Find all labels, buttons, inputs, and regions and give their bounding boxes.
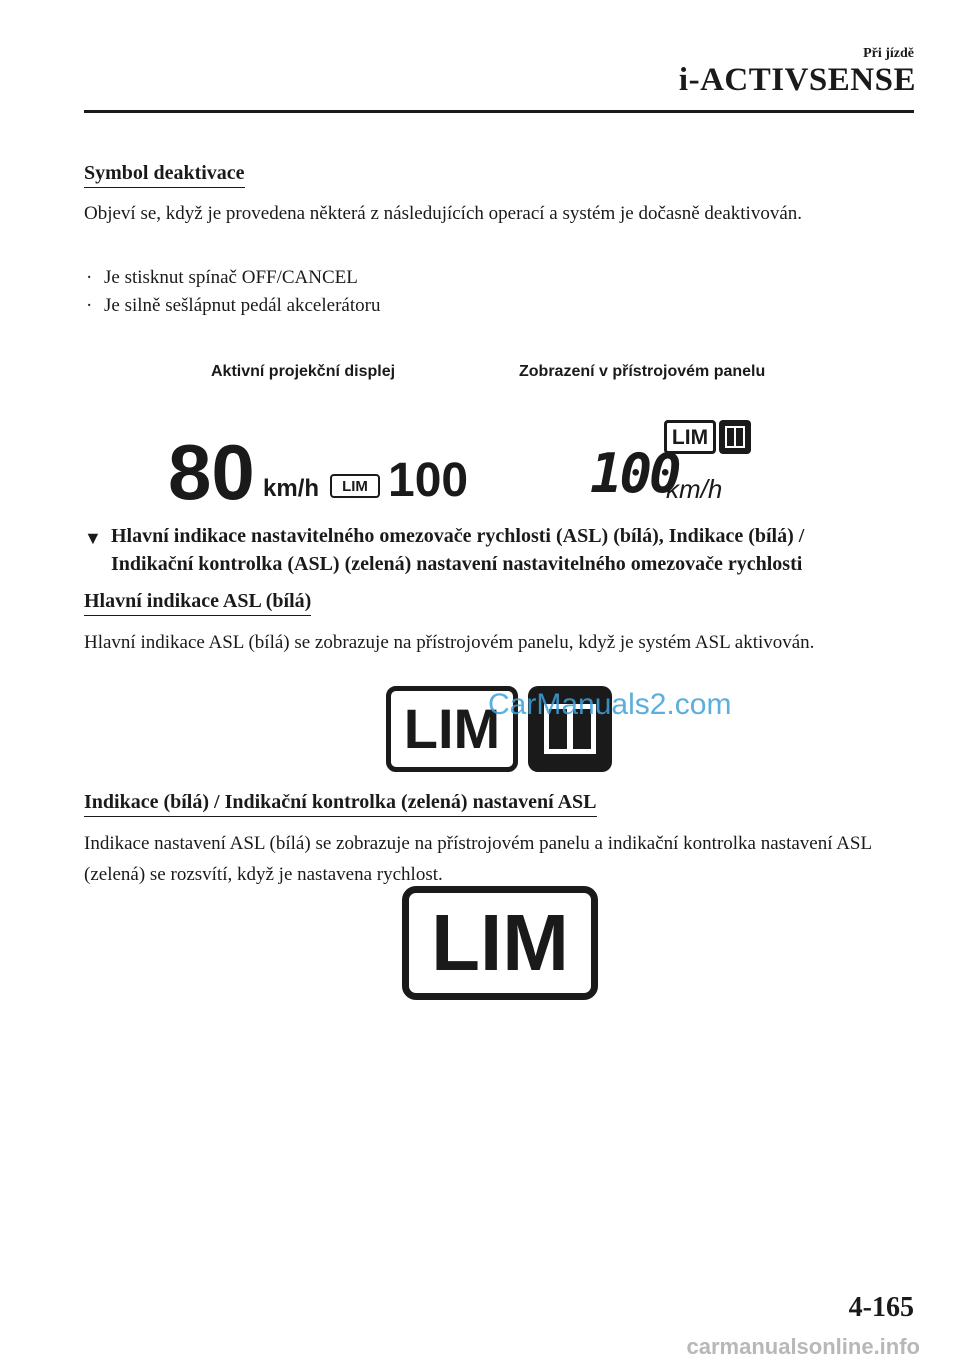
page-number: 4-165 (848, 1292, 914, 1323)
deactivation-heading: Symbol deaktivace (84, 162, 245, 188)
cluster-asl-set-icon (719, 420, 751, 454)
bullet-item (86, 292, 380, 320)
watermark: CarManuals2.com (488, 688, 732, 721)
hud-caption: Aktivní projekční displej (211, 363, 396, 380)
indication-heading-line-2: Indikační kontrolka (ASL) (zelená) nastavení nastavitelného omezovače rychlosti (111, 553, 803, 575)
indication-heading-line-1: Hlavní indikace nastavitelného omezovače rychlosti (ASL) (bílá), Indikace (bílá) / (111, 525, 805, 547)
chapter-title: i-ACTIVSENSE (678, 62, 916, 98)
bullet-item (86, 264, 358, 292)
hud-speed-unit: km/h (263, 475, 320, 502)
hud-speed-limit: 100 (388, 454, 469, 507)
asl-setting-lim-icon (402, 886, 598, 1000)
footer-url: carmanualsonline.info (686, 1334, 920, 1359)
cluster-speed: 100 (590, 442, 679, 505)
deactivation-text: Objeví se, když je provedena některá z následujících operací a systém je dočasně deaktivován. (84, 203, 803, 224)
asl-main-heading: Hlavní indikace ASL (bílá) (84, 590, 311, 616)
bullet-dot: · (86, 295, 93, 316)
cluster-speed-unit: km/h (666, 474, 723, 504)
bullet-text: Je silně sešlápnut pedál akcelerátoru (104, 295, 381, 316)
asl-setting-heading: Indikace (bílá) / Indikační kontrolka (zelená) nastavení ASL (84, 791, 597, 817)
hud-lim-badge (330, 474, 380, 498)
asl-main-text: Hlavní indikace ASL (bílá) se zobrazuje na přístrojovém panelu, když je systém ASL aktivován. (84, 632, 815, 653)
section-title: Při jízdě (863, 46, 914, 61)
hud-current-speed: 80 (168, 428, 255, 516)
bullet-dot: · (86, 267, 93, 288)
asl-setting-text: Indikace nastavení ASL (bílá) se zobrazuje na přístrojovém panelu a indikační kontrolka nastavení ASL (zelená) se rozsvítí, když je nastavena rychlost. (84, 833, 872, 885)
bullet-text: Je stisknut spínač OFF/CANCEL (104, 267, 358, 288)
indication-heading (84, 522, 924, 578)
cluster-lim-text: LIM (671, 425, 709, 449)
triangle-marker-icon: ▼ (84, 528, 102, 548)
cluster-caption: Zobrazení v přístrojovém panelu (519, 363, 766, 380)
header-rule (84, 110, 914, 113)
asl-setting-lim-text: LIM (431, 898, 569, 987)
hud-lim-text: LIM (342, 477, 368, 495)
asl-main-lim-text: LIM (403, 697, 501, 760)
